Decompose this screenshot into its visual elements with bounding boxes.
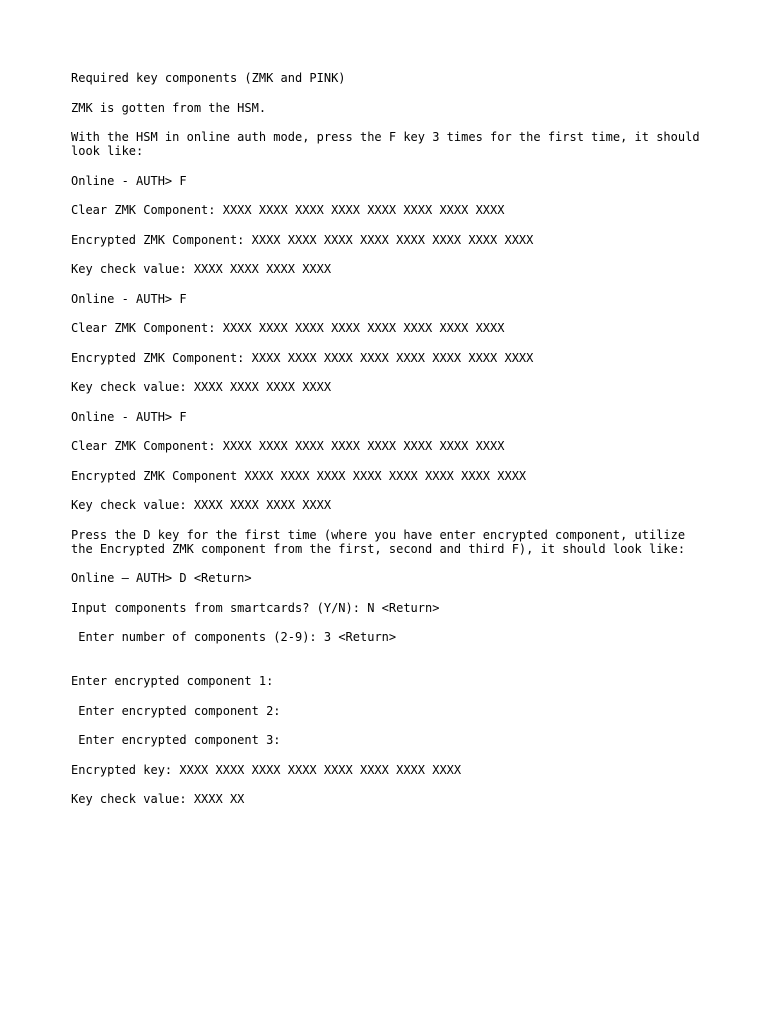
console-line-smartcards-prompt: Input components from smartcards? (Y/N): N <Return> xyxy=(71,600,440,615)
clear-zmk-component-2: Clear ZMK Component: XXXX XXXX XXXX XXXX XXXX XXXX XXXX XXXX xyxy=(71,321,505,335)
encrypted-zmk-component-1: Encrypted ZMK Component: XXXX XXXX XXXX XXXX XXXX XXXX XXXX XXXX xyxy=(71,232,534,247)
console-line-encrypted-component-2: Enter encrypted component 2: xyxy=(71,703,281,718)
console-line-online-auth-d: Online – AUTH> D <Return> xyxy=(71,571,252,585)
encrypted-zmk-component-2: Encrypted ZMK Component: XXXX XXXX XXXX XXXX XXXX XXXX XXXX XXXX xyxy=(71,350,534,365)
console-line-online-auth-f-3: Online - AUTH> F xyxy=(71,409,187,424)
key-check-value-result: Key check value: XXXX XX xyxy=(71,792,245,806)
console-line-encrypted-component-3: Enter encrypted component 3: xyxy=(71,733,281,747)
console-line-online-auth-f-2: Online - AUTH> F xyxy=(71,291,187,306)
heading-required-key-components: Required key components (ZMK and PINK) xyxy=(71,71,346,85)
console-line-number-of-components: Enter number of components (2-9): 3 <Return> xyxy=(71,630,397,644)
key-check-value-3: Key check value: XXXX XXXX XXXX XXXX xyxy=(71,498,332,512)
key-check-value-1: Key check value: XXXX XXXX XXXX XXXX xyxy=(71,262,332,276)
paragraph-d-key-instructions: Press the D key for the first time (where you have enter encrypted component, utilize the Encrypted ZMK component from the first, second and third F), it should look like: xyxy=(71,527,693,556)
clear-zmk-component-1: Clear ZMK Component: XXXX XXXX XXXX XXXX XXXX XXXX XXXX XXXX xyxy=(71,203,505,217)
key-check-value-2: Key check value: XXXX XXXX XXXX XXXX xyxy=(71,380,332,394)
encrypted-key-result: Encrypted key: XXXX XXXX XXXX XXXX XXXX XXXX XXXX XXXX xyxy=(71,762,462,777)
clear-zmk-component-3: Clear ZMK Component: XXXX XXXX XXXX XXXX XXXX XXXX XXXX XXXX xyxy=(71,439,505,453)
console-line-encrypted-component-1: Enter encrypted component 1: xyxy=(71,674,274,688)
document-body xyxy=(71,71,707,822)
paragraph-f-key-instructions: With the HSM in online auth mode, press the F key 3 times for the first time, it should look like: xyxy=(71,130,707,158)
encrypted-zmk-component-3: Encrypted ZMK Component XXXX XXXX XXXX XXXX XXXX XXXX XXXX XXXX xyxy=(71,468,527,483)
paragraph-zmk-source: ZMK is gotten from the HSM. xyxy=(71,100,267,115)
console-line-online-auth-f-1: Online - AUTH> F xyxy=(71,173,187,188)
